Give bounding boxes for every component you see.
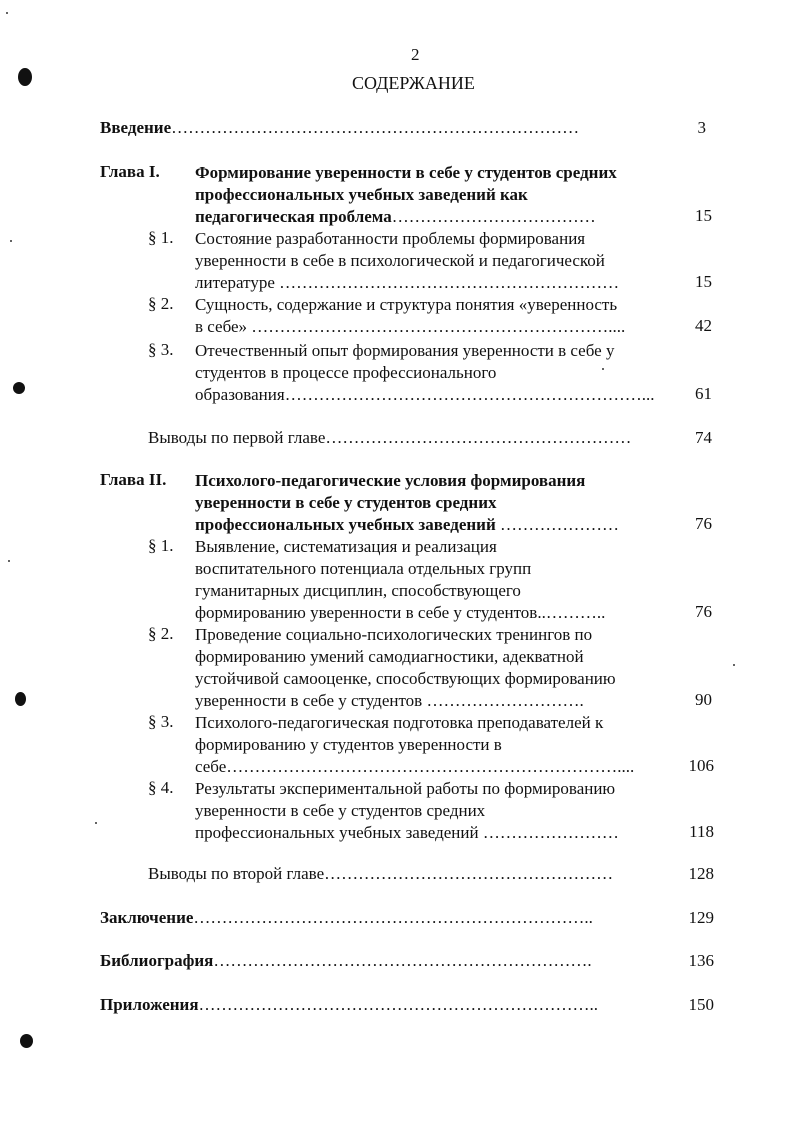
toc-conclusion-page: 129: [688, 908, 714, 927]
chapter-2-conclusion-page: 128: [688, 864, 714, 883]
toc-dots: ………………………………………………………….: [213, 951, 592, 970]
toc-dots: ……………………………………………: [324, 864, 614, 883]
section-page: 42: [695, 316, 712, 335]
page-title: СОДЕРЖАНИЕ: [352, 73, 475, 93]
toc-dots: ……………………………………………………………....: [226, 757, 635, 776]
chapter-2-conclusion: Выводы по второй главе……………………………………………: [148, 864, 614, 883]
section-title: Проведение социально-психологических тренингов по формированию умений самодиагностики, адекватной устойчивой самооценке, способствующих формированию уверенности в себе у студентов ……………………….: [195, 625, 616, 710]
section-title: Состояние разработанности проблемы формирования уверенности в себе в психологической и педагогической литературе ……………………………………………………: [195, 229, 620, 292]
toc-dots: ……………………………………………………………..: [193, 908, 593, 927]
section-number: § 3.: [148, 712, 174, 731]
toc-conclusion: Заключение……………………………………………………………..: [100, 908, 593, 927]
section-page: 106: [688, 756, 714, 775]
section-page: 118: [689, 822, 714, 841]
section-number: § 2.: [148, 624, 174, 643]
toc-dots: ………………………………: [391, 207, 596, 226]
toc-dots: ……………………………………………………………..: [198, 995, 599, 1014]
toc-dots: ………………………………………………………....: [251, 317, 626, 336]
chapter-2-label: Глава II.: [100, 470, 167, 489]
toc-dots: ………………………………………………………...: [284, 385, 655, 404]
chapter-1-conclusion-page: 74: [695, 428, 712, 447]
section-page: 61: [695, 384, 712, 403]
scan-speck: [8, 560, 10, 562]
scan-speck: [6, 12, 8, 14]
toc-appendices-page: 150: [688, 995, 714, 1014]
section-page: 90: [695, 690, 712, 709]
page-number: 2: [411, 45, 420, 64]
scan-speck: [95, 822, 97, 824]
scan-speck: [733, 664, 735, 666]
toc-intro: [100, 118, 579, 138]
chapter-1-label: Глава I.: [100, 162, 160, 181]
toc-dots: …………………: [500, 515, 620, 534]
toc-dots: ……………………: [482, 823, 619, 842]
toc-dots: ..………..: [537, 603, 606, 622]
section-number: § 2.: [148, 294, 174, 313]
scan-blot: [18, 68, 32, 86]
section-page: 15: [695, 272, 712, 291]
section-page: 76: [695, 602, 712, 621]
section-title: Результаты экспериментальной работы по формированию уверенности в себе у студентов средних профессиональных учебных заведений ……………………: [195, 779, 619, 842]
section-number: § 3.: [148, 340, 174, 359]
toc-bibliography-page: 136: [688, 951, 714, 970]
toc-dots: ………………………………………………………………: [171, 118, 580, 137]
section-title: Выявление, систематизация и реализация воспитательного потенциала отдельных групп гуманитарных дисциплин, способствующего формированию уверенности в себе у студентов..………..: [195, 537, 606, 622]
section-number: § 1.: [148, 536, 174, 555]
chapter-1-conclusion: Выводы по первой главе………………………………………………: [148, 428, 632, 447]
scan-speck: [10, 240, 12, 242]
toc-appendices: Приложения……………………………………………………………..: [100, 995, 599, 1014]
toc-intro-label: Введение: [100, 118, 172, 137]
section-number: § 4.: [148, 778, 174, 797]
section-title: Психолого-педагогическая подготовка преподавателей к формированию у студентов уверенности в себе……………………………………………………………....: [195, 713, 635, 776]
section-number: § 1.: [148, 228, 174, 247]
toc-bibliography: Библиография………………………………………………………….: [100, 951, 592, 970]
section-title: Отечественный опыт формирования уверенности в себе у студентов в процессе профессионального образования………………………………………………………...: [195, 341, 655, 404]
toc-dots: ……………………………………………………: [279, 273, 620, 292]
chapter-1-page: 15: [695, 206, 712, 225]
toc-dots: ……………………….: [426, 691, 584, 710]
toc-intro-page: 3: [697, 118, 706, 137]
scan-blot: [20, 1034, 33, 1048]
chapter-1-title: Формирование уверенности в себе у студентов средних профессиональных учебных заведений как педагогическая проблема………………………………: [195, 163, 617, 226]
scan-blot: [13, 382, 25, 394]
section-title: Сущность, содержание и структура понятия «уверенность в себе» ………………………………………………………....: [195, 295, 626, 336]
scan-blot: [15, 692, 26, 706]
chapter-2-title: Психолого-педагогические условия формирования уверенности в себе у студентов средних профессиональных учебных заведений …………………: [195, 471, 620, 534]
chapter-2-page: 76: [695, 514, 712, 533]
toc-dots: ………………………………………………: [325, 428, 632, 447]
